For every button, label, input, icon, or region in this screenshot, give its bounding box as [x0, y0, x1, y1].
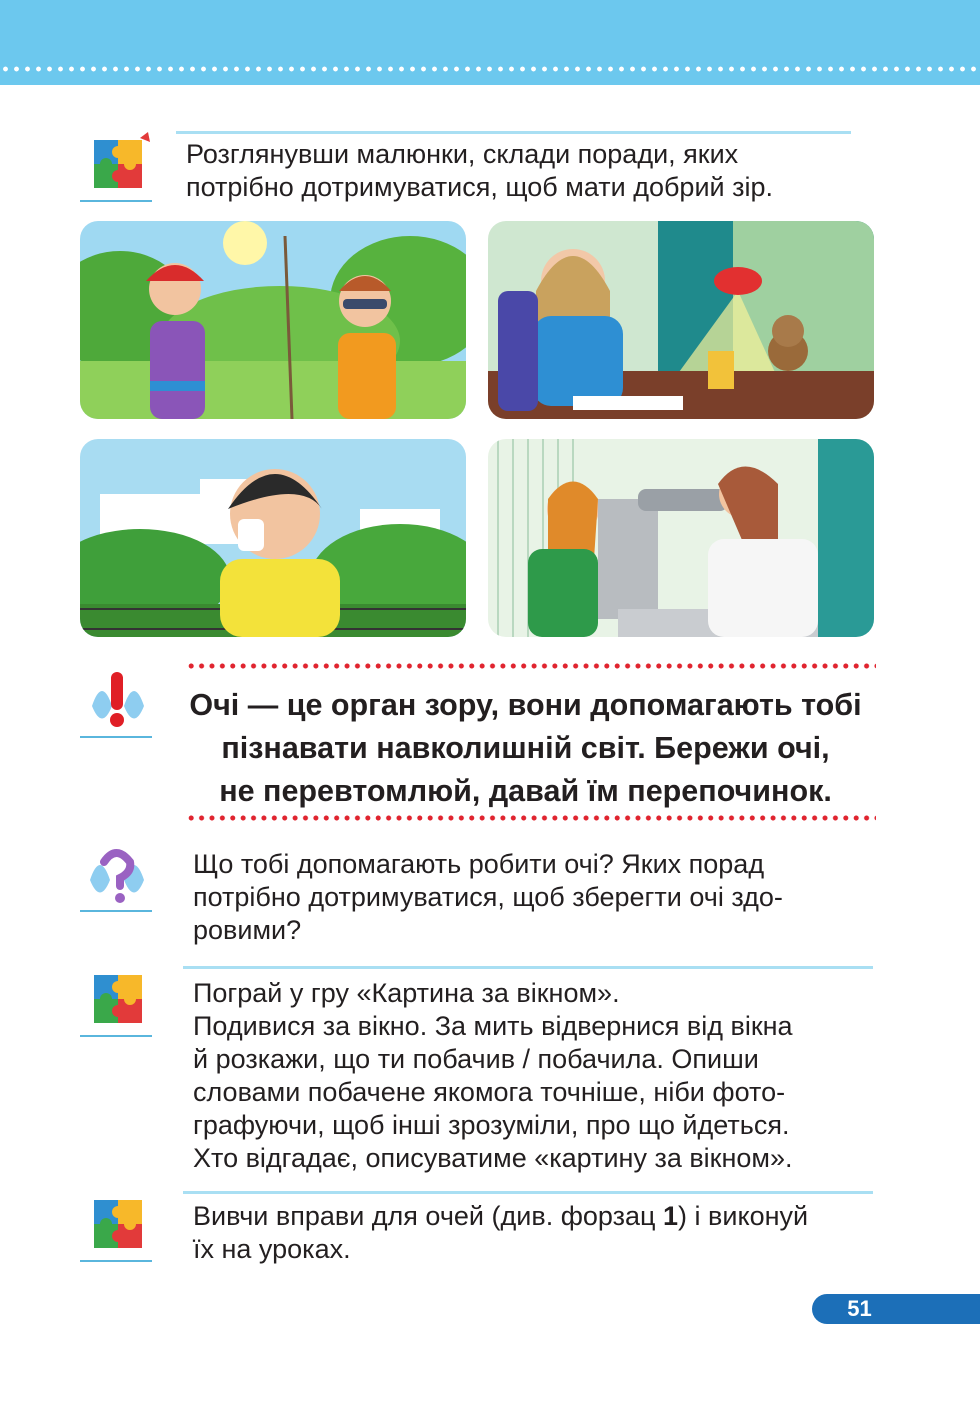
page-number-tab: [812, 1294, 980, 1324]
task-divider: [176, 131, 851, 134]
boy-wiping-eye-illustration: [80, 439, 466, 637]
puzzle-icon: [80, 965, 152, 1037]
task-3-text: Вивчи вправи для очей (див. форзац 1) і виконуй їх на уроках.: [193, 1201, 809, 1264]
girl-writing-at-lamp-illustration: [488, 221, 874, 419]
exclamation-icon: [80, 666, 152, 738]
task-1-text: Розглянувши малюнки, склади поради, яких потрібно дотримуватися, щоб мати добрий зір.: [186, 139, 773, 202]
page-header-band: [0, 0, 980, 85]
puzzle-icon: [80, 1190, 152, 1262]
rule-top-dotted-line: [186, 663, 876, 669]
page-number: 51: [847, 1296, 872, 1321]
boys-in-sun-illustration: [80, 221, 466, 419]
task-divider: [183, 966, 873, 969]
question-icon: [80, 840, 152, 912]
rule-bottom-dotted-line: [186, 815, 876, 821]
header-dotted-line: [0, 66, 980, 72]
rule-text: Очі — це орган зору, вони допомагають тобі пізнавати навколишній світ. Бережи очі, не перевтомлюй, давай їм перепочинок.: [189, 688, 862, 808]
puzzle-icon: [80, 130, 152, 202]
question-text: Що тобі допомагають робити очі? Яких порад потрібно дотримуватися, щоб зберегти очі здо- ровими?: [193, 849, 783, 945]
task-2-text: Пограй у гру «Картина за вікном». Подивися за вікно. За мить відвернися від вікна й розкажи, що ти побачив / побачила. Опиши словами побачене якомога точніше, ніби фото- графуючи, щоб інші зрозуміли, про що йдеться. Хто відгадає, описуватиме «картину за вікном».: [193, 978, 793, 1173]
eye-exam-illustration: [488, 439, 874, 637]
task-divider: [183, 1191, 873, 1194]
